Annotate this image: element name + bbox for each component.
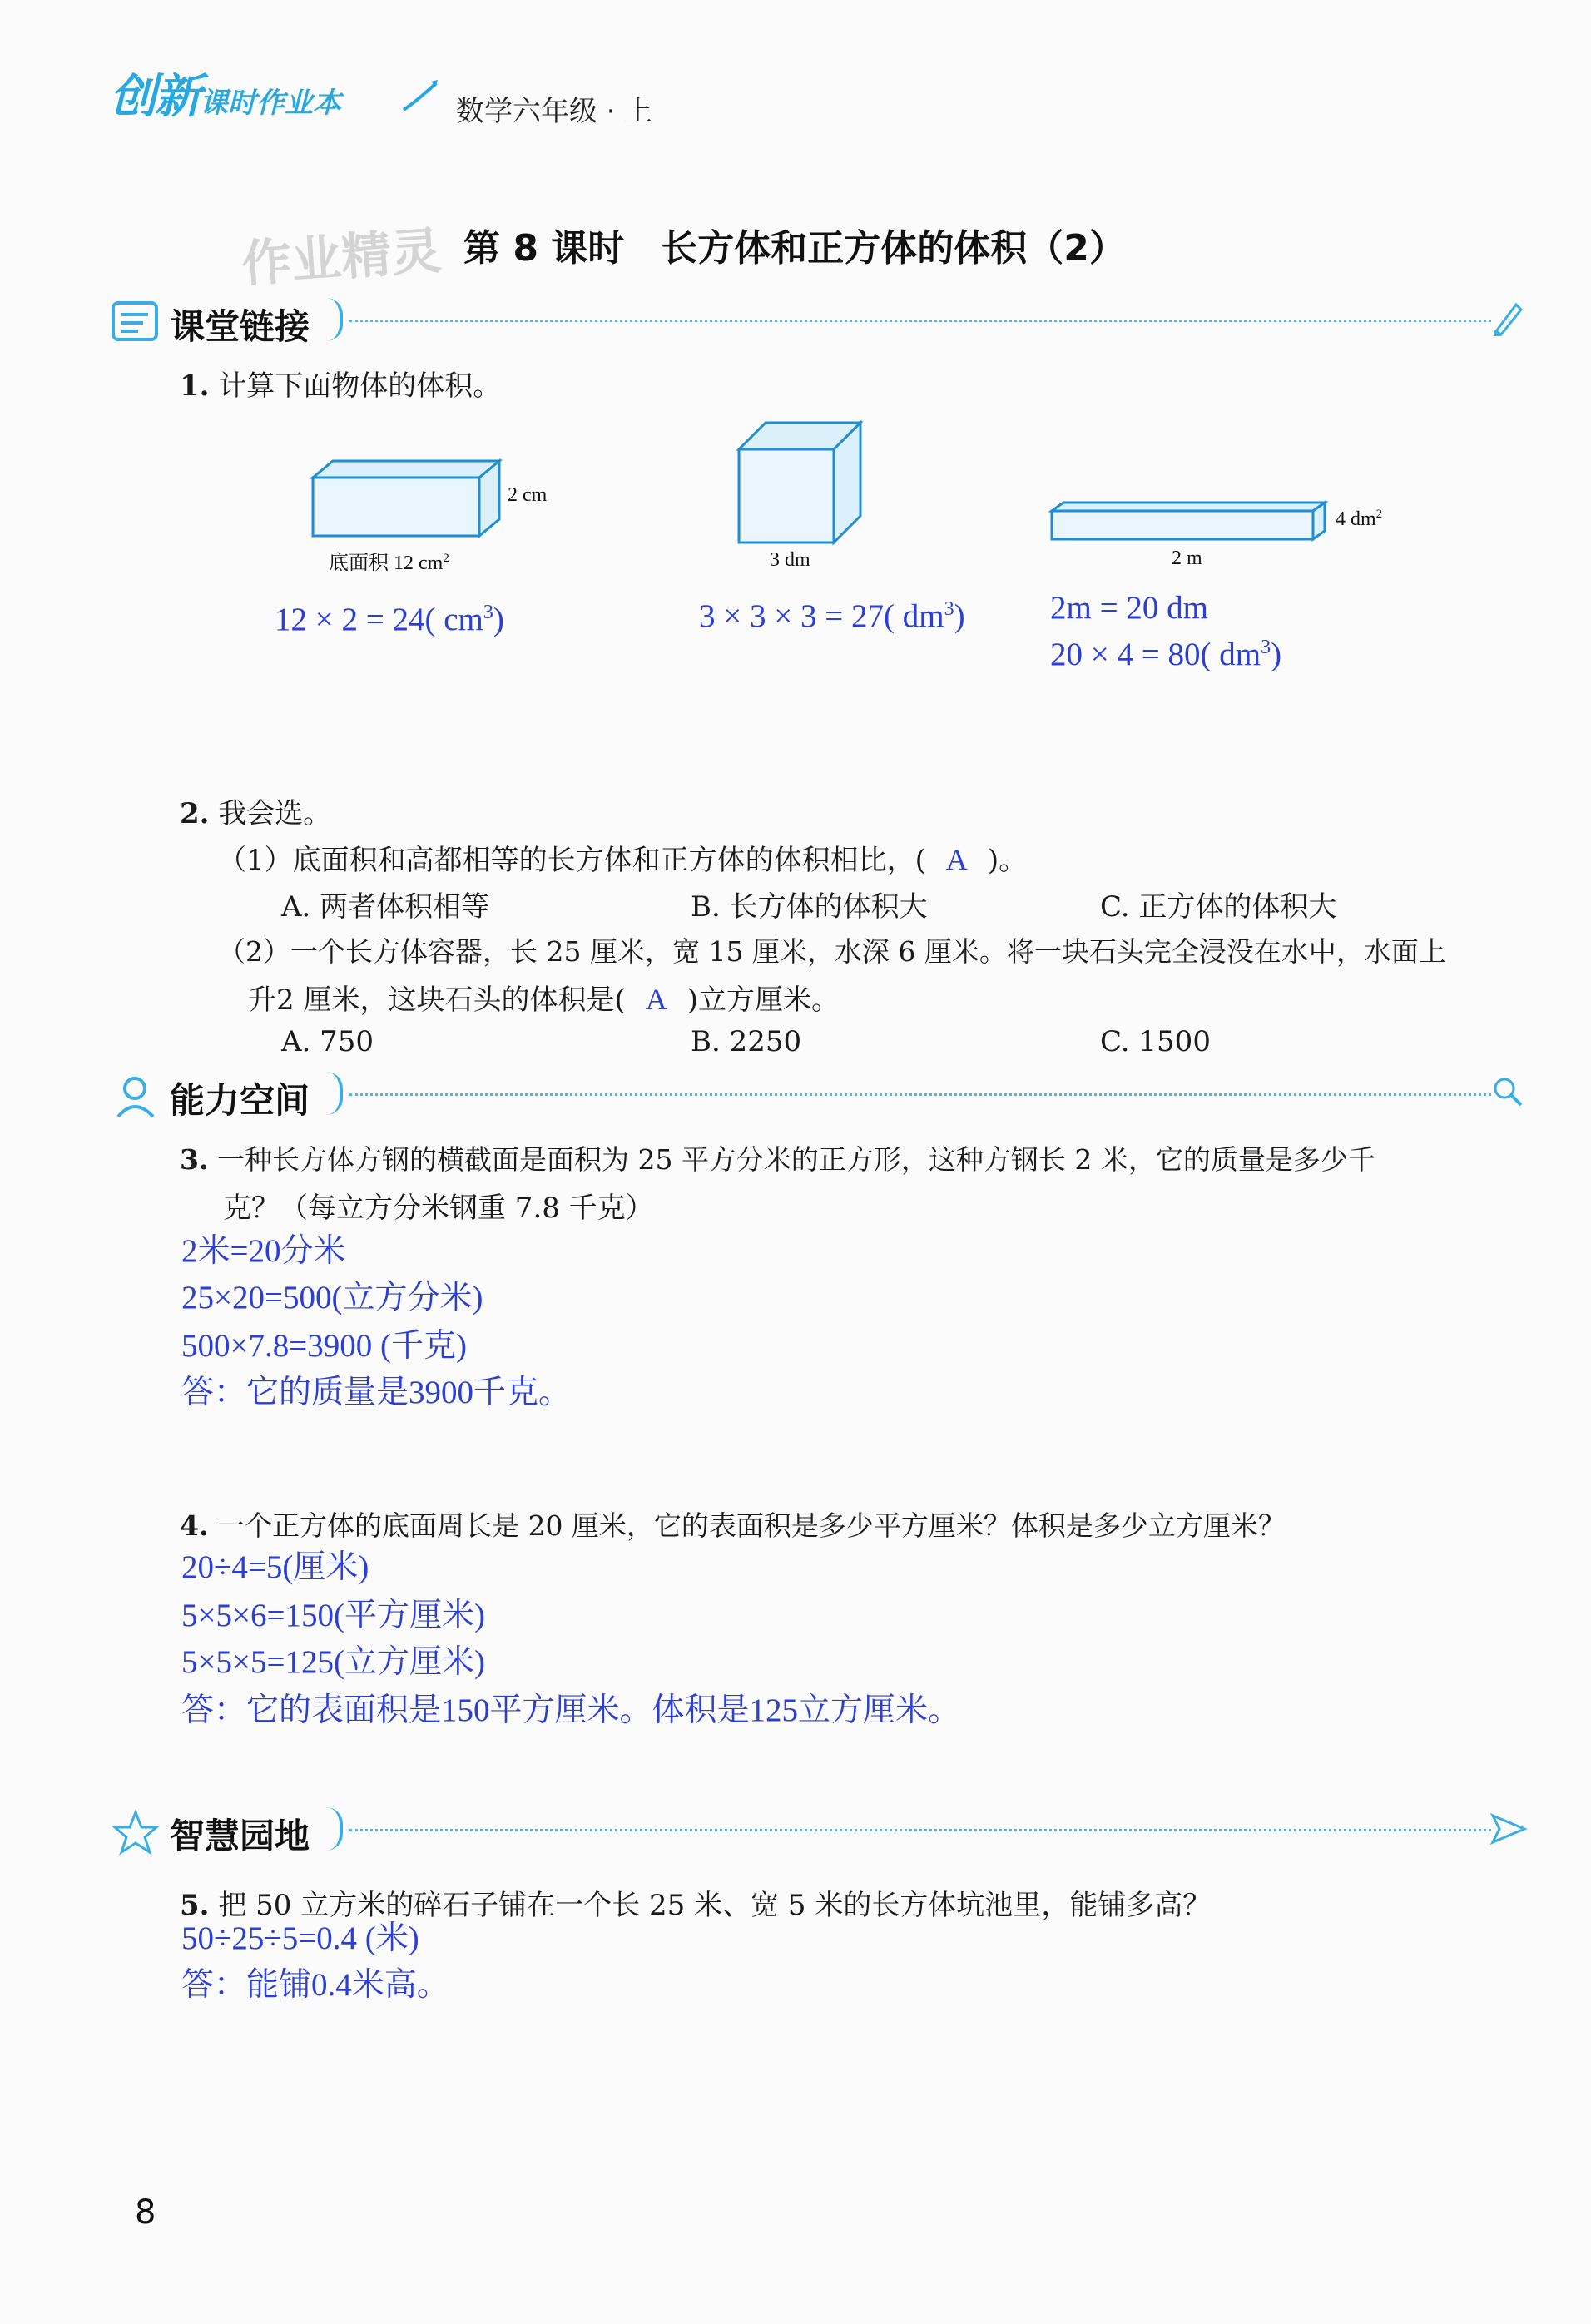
question-2-part-2-line1: （2）一个长方体容器，长 25 厘米，宽 15 厘米，水深 6 厘米。将一块石头完全浸没在水中，水面上 xyxy=(218,935,1446,968)
question-3-number: 3. xyxy=(180,1143,209,1176)
answer-4-line1: 20÷4=5(厘米) xyxy=(181,1549,369,1585)
answer-4-line2: 5×5×6=150(平方厘米) xyxy=(181,1598,485,1633)
magnifier-icon xyxy=(1489,1073,1526,1110)
question-2-number: 2. xyxy=(180,797,210,830)
answer-3-line3: 500×7.8=3900 (千克) xyxy=(181,1328,467,1364)
option-2-2-a: A. 750 xyxy=(281,1025,374,1058)
brand-logo xyxy=(110,60,341,126)
figure-1-base-label: 底面积 12 $cm^2$ xyxy=(329,552,449,574)
answer-3-line2: 25×20=500(立方分米) xyxy=(181,1280,483,1316)
question-2 xyxy=(180,790,331,831)
answer-2-2: A xyxy=(645,983,667,1016)
ability-icon xyxy=(110,1072,161,1122)
question-5-number: 5. xyxy=(180,1889,210,1922)
figure-1-height-label: 2 cm xyxy=(508,484,548,506)
option-2-1-c: C. 正方体的体积大 xyxy=(1100,890,1337,924)
answer-2-1: A xyxy=(945,843,968,876)
question-2-part-1: （1）底面积和高都相等的长方体和正方体的体积相比，( A )。 xyxy=(218,843,1028,877)
option-2-1-a: A. 两者体积相等 xyxy=(281,890,490,924)
figure-3-area-label: 4 $dm^2$ xyxy=(1336,508,1383,530)
question-5-line1: 5. 把 50 立方米的碎石子铺在一个长 25 米、宽 5 米的长方体坑池里，能铺多高？ xyxy=(180,1889,1212,1922)
figure-3-length-label: 2 m xyxy=(1172,548,1202,569)
pen-flourish-icon xyxy=(399,77,441,118)
section-title-ability: 能力空间 xyxy=(170,1080,310,1121)
option-2-2-b: B. 2250 xyxy=(691,1025,802,1058)
section-title-wisdom: 智慧园地 xyxy=(170,1816,310,1856)
question-4-number: 4. xyxy=(180,1509,209,1542)
section-divider xyxy=(349,1829,1491,1831)
watermark: 作业精灵 xyxy=(240,221,444,295)
section-bracket xyxy=(326,298,343,341)
question-2-text: 我会选。 xyxy=(218,797,332,830)
answer-1-fig3-line1: 2m = 20 dm xyxy=(1050,590,1208,626)
question-3-line2: 克？（每立方分米钢重 7.8 千克） xyxy=(223,1192,654,1225)
subject-title: 数学六年级 · 上 xyxy=(456,95,653,128)
page-title: 第 8 课时 长方体和正方体的体积（2） xyxy=(463,227,1126,270)
question-1-number: 1. xyxy=(180,369,210,403)
question-3-line1: 3. 一种长方体方钢的横截面是面积为 25 平方分米的正方形，这种方钢长 2 米，它的质量是多少千 xyxy=(180,1143,1375,1176)
answer-3-line1: 2米=20分米 xyxy=(181,1233,346,1269)
pencil-icon xyxy=(1491,300,1524,336)
cuboid-figure xyxy=(300,449,516,541)
brand-sub: 课时作业本 xyxy=(200,87,341,120)
figure-2-edge-label: 3 dm xyxy=(770,549,810,571)
cube-figure xyxy=(732,416,865,549)
answer-1-fig2: 3 × 3 × 3 = 27( $dm^3$) xyxy=(699,598,965,634)
question-2-part-2-line2: 升2 厘米，这块石头的体积是( A )立方厘米。 xyxy=(248,983,840,1017)
long-bar-figure xyxy=(1047,498,1330,548)
option-2-2-c: C. 1500 xyxy=(1100,1025,1211,1058)
answer-3-line4: 答：它的质量是3900千克。 xyxy=(181,1375,572,1410)
option-2-1-b: B. 长方体的体积大 xyxy=(691,890,928,924)
answer-4-line3: 5×5×5=125(立方厘米) xyxy=(181,1644,485,1680)
answer-1-fig3-line2: 20 × 4 = 80( $dm^3$) xyxy=(1050,637,1282,672)
section-bracket xyxy=(326,1072,343,1115)
section-divider xyxy=(349,320,1491,322)
page-number: 8 xyxy=(135,2193,156,2232)
answer-4-line4: 答：它的表面积是150平方厘米。体积是125立方厘米。 xyxy=(181,1692,961,1728)
answer-5-line2: 答：能铺0.4米高。 xyxy=(181,1967,449,2003)
brand-main: 创新 xyxy=(110,70,200,124)
paper-plane-icon xyxy=(1489,1812,1528,1846)
wisdom-icon xyxy=(110,1807,161,1857)
question-1-text: 计算下面物体的体积。 xyxy=(218,369,502,403)
section-bracket xyxy=(326,1807,343,1851)
section-divider xyxy=(349,1093,1491,1096)
question-4-line1: 4. 一个正方体的底面周长是 20 厘米，它的表面积是多少平方厘米？体积是多少立方厘米？ xyxy=(180,1509,1286,1542)
answer-1-fig1: 12 × 2 = 24( $cm^3$) xyxy=(275,602,504,637)
question-1 xyxy=(180,363,501,404)
section-title-classroom: 课堂链接 xyxy=(170,306,310,347)
classroom-icon xyxy=(110,298,161,346)
answer-5-line1: 50÷25÷5=0.4 (米) xyxy=(181,1920,419,1956)
